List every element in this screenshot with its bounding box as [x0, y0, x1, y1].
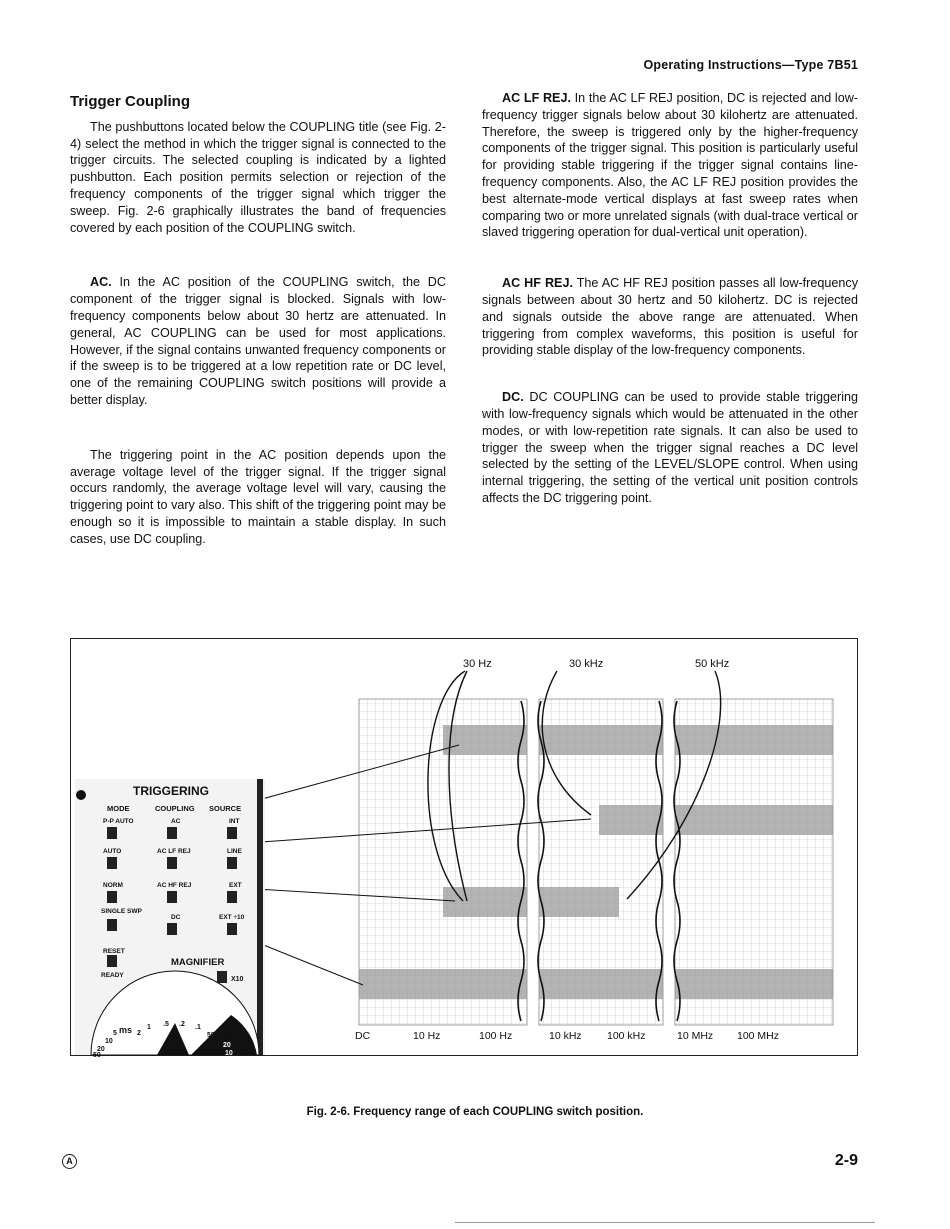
- dial-tick-01ms: .1: [195, 1024, 201, 1031]
- band-aclf-high: [675, 805, 833, 835]
- panel-dc-label: DC: [171, 914, 181, 921]
- panel-achfrej-label: AC HF REJ: [157, 882, 192, 889]
- panel-aclfrej-label: AC LF REJ: [157, 848, 191, 855]
- panel-ready-label: READY: [101, 972, 124, 979]
- button-ext: [227, 891, 237, 903]
- panel-ext-label: EXT: [229, 882, 242, 889]
- dial-tick-50ms: 50: [93, 1052, 101, 1057]
- panel-source-label: SOURCE: [209, 804, 242, 813]
- right-column: [482, 90, 858, 507]
- panel-triggering-label: TRIGGERING: [133, 784, 210, 798]
- dial-tick-10us: 10: [225, 1050, 233, 1057]
- label-50khz: 50 kHz: [695, 658, 730, 670]
- dc-paragraph: [482, 389, 858, 507]
- dial-tick-02ms: .2: [179, 1021, 185, 1028]
- achf-paragraph: [482, 275, 858, 359]
- band-ac-mid: [539, 725, 663, 755]
- dial-tick-50us: 50: [207, 1032, 215, 1039]
- label-30hz: 30 Hz: [463, 658, 492, 670]
- band-achf-mid: [539, 887, 619, 917]
- aclf-run-in-title: AC LF REJ.: [502, 91, 571, 105]
- panel-ext10-label: EXT ÷10: [219, 914, 245, 921]
- axis-label-10mhz: 10 MHz: [677, 1030, 714, 1042]
- aclf-paragraph: [482, 90, 858, 241]
- band-dc-mid: [539, 969, 663, 999]
- dial-tick-20ms: 20: [97, 1046, 105, 1053]
- button-dc: [167, 923, 177, 935]
- page-number: 2-9: [834, 1152, 858, 1169]
- panel-line-label: LINE: [227, 848, 242, 855]
- aclf-paragraph-text: In the AC LF REJ position, DC is rejected and low-frequency trigger signals below about 30 kilohertz are attenuated. Therefore, the sweep is triggered only by the higher-frequency components of the trigger signal. This position is particularly useful for providing stable triggering if the trigger signal contains line-frequency components. Also, the AC LF REJ position provides the best alternate-mode vertical displays at fast sweep rates when comparing two or more unrelated signals (with dual-trace vertical or slaved triggering operation for dual-vertical unit operation).: [482, 91, 859, 240]
- panel-int-label: INT: [229, 818, 240, 825]
- label-30khz: 30 kHz: [569, 658, 604, 670]
- axis-label-100mhz: 100 MHz: [737, 1030, 780, 1042]
- band-dc-high: [675, 969, 833, 999]
- axis-label-100khz: 100 kHz: [607, 1030, 646, 1042]
- panel-us-label: μs: [225, 1030, 235, 1039]
- front-panel-illustration: [75, 779, 265, 1057]
- button-ext-div10: [227, 923, 237, 935]
- figure-2-6: [70, 638, 858, 1056]
- dial-tick-10ms: 10: [105, 1038, 113, 1045]
- panel-single-swp-label: SINGLE SWP: [101, 908, 142, 915]
- achf-paragraph-text: The AC HF REJ position passes all low-frequency signals between about 30 hertz and 50 kilohertz. DC is rejected and signals outside the above range are attenuated. When triggering from complex waveforms, this position is useful for providing stable display of the low-frequency components.: [482, 276, 858, 358]
- panel-screw-icon: [76, 790, 86, 800]
- button-x10: [217, 971, 227, 983]
- section-heading-trigger-coupling: Trigger Coupling: [70, 93, 190, 110]
- panel-reset-label: RESET: [103, 948, 125, 955]
- frequency-axis-labels: [355, 1030, 779, 1042]
- ac-run-in-title: AC.: [90, 275, 112, 290]
- band-aclf-mid: [599, 805, 663, 835]
- frequency-range-illustration: [71, 639, 859, 1057]
- bottom-rule: [455, 1222, 875, 1223]
- panel-x10-label: X10: [231, 976, 244, 983]
- button-pp-auto: [107, 827, 117, 839]
- axis-label-100hz: 100 Hz: [479, 1030, 513, 1042]
- button-int: [227, 827, 237, 839]
- dial-tick-05ms: .5: [163, 1021, 169, 1028]
- band-dc-low: [359, 969, 527, 999]
- dc-run-in-title: DC.: [502, 390, 524, 405]
- band-ac-low: [443, 725, 527, 755]
- publisher-logo-icon: A: [62, 1154, 77, 1169]
- button-ac-lf-rej: [167, 857, 177, 869]
- button-ac-hf-rej: [167, 891, 177, 903]
- panel-mode-label: MODE: [107, 804, 130, 813]
- axis-label-10khz: 10 kHz: [549, 1030, 582, 1042]
- button-reset: [107, 955, 117, 967]
- intro-paragraph: The pushbuttons located below the COUPLING title (see Fig. 2-4) select the method in which the trigger signal is connected to the trigger circuits. The selected coupling is indicated by a lighted pushbutton. Each position permits selection or rejection of the frequency components of the trigger signal which trigger the sweep. Fig. 2-6 graphically illustrates the band of frequencies covered by each position of the COUPLING switch.: [70, 119, 446, 235]
- band-ac-high: [675, 725, 833, 755]
- dc-paragraph-text: DC COUPLING can be used to provide stable triggering with low-frequency signals which would be attenuated in the other modes, or with low-repetition rate signals. It can also be used to trigger the sweep when the trigger signal reaches a DC level selected by the setting of the LEVEL/SLOPE control. When using internal triggering, the setting of the vertical unit position controls affects the DC triggering point.: [482, 390, 859, 505]
- button-single-swp: [107, 919, 117, 931]
- dial-tick-20us: 20: [223, 1042, 231, 1049]
- panel-norm-label: NORM: [103, 882, 123, 889]
- button-line: [227, 857, 237, 869]
- figure-caption: Fig. 2-6. Frequency range of each COUPLING switch position.: [306, 1106, 644, 1118]
- panel-ac-label: AC: [171, 818, 181, 825]
- panel-ms-label: ms: [119, 1025, 133, 1035]
- ac-paragraph-text: In the AC position of the COUPLING switch, the DC component of the trigger signal is blocked. Signals with low-frequency components below about 30 hertz are attenuated. In general, AC COUPLING can be used for most applications. However, if the signal contains unwanted frequency components or if the sweep is to be triggered at a low repetition rate or DC level, one of the remaining COUPLING switch positions will provide a better display.: [70, 275, 446, 407]
- dial-tick-5ms: 5: [113, 1030, 117, 1037]
- dial-tick-2ms: 2: [137, 1030, 141, 1037]
- button-norm: [107, 891, 117, 903]
- panel-ppauto-label: P-P AUTO: [103, 818, 134, 825]
- running-head: Operating Instructions—Type 7B51: [643, 58, 858, 72]
- axis-label-dc: DC: [355, 1030, 371, 1042]
- ac-paragraph: [70, 274, 446, 408]
- trigger-point-paragraph: The triggering point in the AC position depends upon the average voltage level of the trigger signal. If the trigger signal occurs randomly, the average voltage level will vary, causing the triggering point to vary also. This shift of the triggering point may be enough so it is impossible to maintain a stable display. In such cases, use DC coupling.: [70, 447, 446, 546]
- button-ac: [167, 827, 177, 839]
- dial-tick-1ms: 1: [147, 1024, 151, 1031]
- achf-run-in-title: AC HF REJ.: [502, 276, 573, 291]
- panel-coupling-label: COUPLING: [155, 804, 195, 813]
- axis-label-10hz: 10 Hz: [413, 1030, 441, 1042]
- panel-magnifier-label: MAGNIFIER: [171, 957, 225, 968]
- panel-auto-label: AUTO: [103, 848, 122, 855]
- left-column: [70, 94, 446, 548]
- button-auto: [107, 857, 117, 869]
